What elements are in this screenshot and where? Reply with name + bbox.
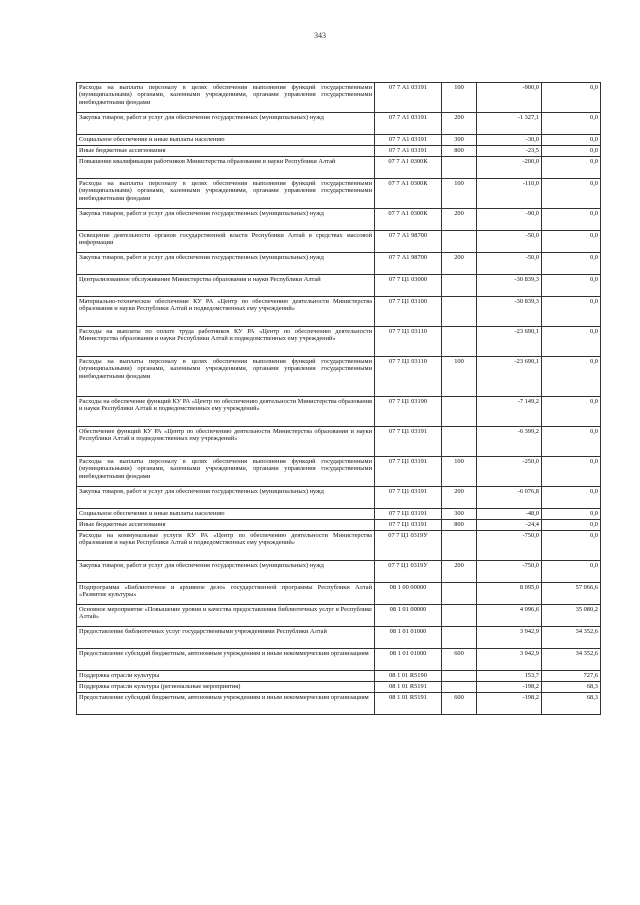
table-row	[77, 457, 601, 487]
row-type-cell: 600	[442, 693, 477, 715]
row-value-cell: 0,0	[542, 397, 601, 427]
row-code-cell: 08 1 00 00000	[375, 583, 442, 605]
row-name-cell: Закупка товаров, работ и услуг для обеспечения государственных (муниципальных) нужд	[77, 561, 375, 583]
row-value-cell: 0,0	[542, 135, 601, 146]
table-row	[77, 253, 601, 275]
row-value-cell: -198,2	[477, 682, 542, 693]
row-type-cell: 100	[442, 357, 477, 397]
row-value-cell: -1 327,1	[477, 113, 542, 135]
row-value-cell: -6 076,8	[477, 487, 542, 509]
row-name-cell: Расходы на выплаты персоналу в целях обеспечения выполнения функций государственными (муниципальными) органами, казенными учреждениями, органами управления государственными внебюджетными фондами	[77, 357, 375, 397]
row-value-cell: 0,0	[542, 231, 601, 253]
row-value-cell: 68,3	[542, 693, 601, 715]
table-row	[77, 605, 601, 627]
row-value-cell: 0,0	[542, 83, 601, 113]
row-code-cell: 07 7 Ц1 03191	[375, 520, 442, 531]
row-value-cell: 0,0	[542, 146, 601, 157]
row-value-cell: 0,0	[542, 561, 601, 583]
row-type-cell: 200	[442, 209, 477, 231]
table-row	[77, 561, 601, 583]
row-type-cell: 100	[442, 179, 477, 209]
row-type-cell: 800	[442, 520, 477, 531]
row-name-cell: Расходы на обеспечение функций КУ РА «Центр по обеспечению деятельности Министерства образования и науки Республики Алтай и подведомственных ему учреждений»	[77, 397, 375, 427]
table-row	[77, 583, 601, 605]
row-name-cell: Расходы на выплаты по оплате труда работников КУ РА «Центр по обеспечению деятельности Министерства образования и науки Республики Алтай и подведомственных ему учреждений»	[77, 327, 375, 357]
row-name-cell: Закупка товаров, работ и услуг для обеспечения государственных (муниципальных) нужд	[77, 209, 375, 231]
row-value-cell: -48,0	[477, 509, 542, 520]
row-code-cell: 07 7 Ц1 03190	[375, 397, 442, 427]
row-name-cell: Расходы на выплаты персоналу в целях обеспечения выполнения функций государственными (муниципальными) органами, казенными учреждениями, органами управления государственными внебюджетными фондами	[77, 457, 375, 487]
row-name-cell: Поддержка отрасли культуры (региональные мероприятия)	[77, 682, 375, 693]
row-code-cell: 07 7 Ц1 03110	[375, 327, 442, 357]
row-code-cell: 07 7 Ц1 03110	[375, 357, 442, 397]
table-row	[77, 135, 601, 146]
row-type-cell: 300	[442, 135, 477, 146]
row-name-cell: Иные бюджетные ассигнования	[77, 520, 375, 531]
row-code-cell: 08 1 01 R5190	[375, 671, 442, 682]
table-row	[77, 113, 601, 135]
row-type-cell	[442, 605, 477, 627]
page-number: 343	[314, 31, 326, 40]
row-value-cell: -23,5	[477, 146, 542, 157]
row-code-cell: 07 7 А1 98700	[375, 253, 442, 275]
row-type-cell	[442, 671, 477, 682]
row-value-cell: -750,0	[477, 531, 542, 561]
row-code-cell: 07 7 Ц1 0319У	[375, 531, 442, 561]
row-name-cell: Поддержка отрасли культуры	[77, 671, 375, 682]
row-code-cell: 07 7 А1 03191	[375, 135, 442, 146]
row-value-cell: 0,0	[542, 113, 601, 135]
row-value-cell: -198,2	[477, 693, 542, 715]
row-type-cell: 100	[442, 457, 477, 487]
row-code-cell: 07 7 А1 0300К	[375, 209, 442, 231]
row-value-cell: 0,0	[542, 487, 601, 509]
row-value-cell: 0,0	[542, 253, 601, 275]
table-row	[77, 157, 601, 179]
row-code-cell: 08 1 01 00000	[375, 605, 442, 627]
row-value-cell: -24,4	[477, 520, 542, 531]
row-value-cell: 0,0	[542, 357, 601, 397]
row-value-cell: 727,6	[542, 671, 601, 682]
row-value-cell: 0,0	[542, 427, 601, 457]
row-code-cell: 07 7 Ц1 03191	[375, 487, 442, 509]
row-value-cell: -50,0	[477, 231, 542, 253]
row-value-cell: -30 839,3	[477, 275, 542, 297]
row-value-cell: 3 942,9	[477, 649, 542, 671]
row-value-cell: -6 399,2	[477, 427, 542, 457]
row-type-cell	[442, 297, 477, 327]
row-value-cell: 4 096,6	[477, 605, 542, 627]
row-name-cell: Закупка товаров, работ и услуг для обеспечения государственных (муниципальных) нужд	[77, 253, 375, 275]
row-value-cell: 153,7	[477, 671, 542, 682]
row-value-cell: -30 839,3	[477, 297, 542, 327]
row-code-cell: 08 1 01 R5191	[375, 693, 442, 715]
row-value-cell: 0,0	[542, 327, 601, 357]
table-row	[77, 209, 601, 231]
table-row	[77, 520, 601, 531]
table-row	[77, 327, 601, 357]
table-row	[77, 649, 601, 671]
row-code-cell: 08 1 01 R5191	[375, 682, 442, 693]
row-type-cell: 600	[442, 649, 477, 671]
row-type-cell	[442, 583, 477, 605]
table-row	[77, 357, 601, 397]
row-value-cell: -110,0	[477, 179, 542, 209]
row-type-cell: 100	[442, 83, 477, 113]
row-value-cell: 35 080,2	[542, 605, 601, 627]
table-row	[77, 146, 601, 157]
table-row	[77, 671, 601, 682]
row-value-cell: 0,0	[542, 297, 601, 327]
table-row	[77, 693, 601, 715]
row-value-cell: -7 149,2	[477, 397, 542, 427]
row-code-cell: 07 7 А1 03191	[375, 113, 442, 135]
row-value-cell: 0,0	[542, 520, 601, 531]
row-code-cell: 08 1 01 01000	[375, 627, 442, 649]
row-name-cell: Расходы на коммунальные услуги КУ РА «Центр по обеспечению деятельности Министерства образования и науки Республики Алтай и подведомственных ему учреждений»	[77, 531, 375, 561]
row-value-cell: -900,0	[477, 83, 542, 113]
row-type-cell	[442, 627, 477, 649]
table-row	[77, 397, 601, 427]
table-row	[77, 83, 601, 113]
row-type-cell	[442, 427, 477, 457]
row-name-cell: Предоставление субсидий бюджетным, автономным учреждениям и иным некоммерческим организациям	[77, 693, 375, 715]
row-value-cell: -750,0	[477, 561, 542, 583]
row-name-cell: Подпрограмма «Библиотечное и архивное дело» государственной программы Республики Алтай «Развитие культуры»	[77, 583, 375, 605]
row-name-cell: Социальное обеспечение и иные выплаты населению	[77, 135, 375, 146]
table-row	[77, 297, 601, 327]
row-name-cell: Расходы на выплаты персоналу в целях обеспечения выполнения функций государственными (муниципальными) органами, казенными учреждениями, органами управления государственными внебюджетными фондами	[77, 179, 375, 209]
table-row	[77, 487, 601, 509]
row-value-cell: 0,0	[542, 531, 601, 561]
row-type-cell: 200	[442, 487, 477, 509]
row-type-cell	[442, 231, 477, 253]
row-type-cell	[442, 157, 477, 179]
row-type-cell: 200	[442, 253, 477, 275]
row-type-cell	[442, 531, 477, 561]
table-row	[77, 427, 601, 457]
row-code-cell: 07 7 Ц1 03000	[375, 275, 442, 297]
row-value-cell: 0,0	[542, 509, 601, 520]
row-value-cell: -50,0	[477, 253, 542, 275]
row-code-cell: 08 1 01 01000	[375, 649, 442, 671]
table-row	[77, 231, 601, 253]
row-value-cell: 0,0	[542, 457, 601, 487]
row-value-cell: -23 690,1	[477, 357, 542, 397]
row-value-cell: 0,0	[542, 275, 601, 297]
row-value-cell: 34 352,6	[542, 627, 601, 649]
row-value-cell: 0,0	[542, 179, 601, 209]
row-code-cell: 07 7 А1 0300К	[375, 179, 442, 209]
row-value-cell: -200,0	[477, 157, 542, 179]
row-type-cell: 200	[442, 113, 477, 135]
row-name-cell: Социальное обеспечение и иные выплаты населению	[77, 509, 375, 520]
row-code-cell: 07 7 Ц1 03100	[375, 297, 442, 327]
row-value-cell: 68,3	[542, 682, 601, 693]
table-row	[77, 509, 601, 520]
row-code-cell: 07 7 А1 0300К	[375, 157, 442, 179]
row-name-cell: Предоставление библиотечных услуг государственными учреждениями Республики Алтай	[77, 627, 375, 649]
row-value-cell: -250,0	[477, 457, 542, 487]
row-type-cell	[442, 682, 477, 693]
row-type-cell: 800	[442, 146, 477, 157]
row-type-cell	[442, 327, 477, 357]
row-name-cell: Предоставление субсидий бюджетным, автономным учреждениям и иным некоммерческим организациям	[77, 649, 375, 671]
row-code-cell: 07 7 А1 03191	[375, 83, 442, 113]
row-code-cell: 07 7 А1 03191	[375, 146, 442, 157]
row-value-cell: 34 352,6	[542, 649, 601, 671]
row-name-cell: Обеспечение функций КУ РА «Центр по обеспечению деятельности Министерства образования и науки Республики Алтай и подведомственных ему учреждений»	[77, 427, 375, 457]
row-type-cell: 300	[442, 509, 477, 520]
table-row	[77, 531, 601, 561]
row-name-cell: Закупка товаров, работ и услуг для обеспечения государственных (муниципальных) нужд	[77, 487, 375, 509]
row-type-cell: 200	[442, 561, 477, 583]
row-value-cell: 8 095,0	[477, 583, 542, 605]
row-value-cell: -23 690,1	[477, 327, 542, 357]
row-name-cell: Закупка товаров, работ и услуг для обеспечения государственных (муниципальных) нужд	[77, 113, 375, 135]
row-value-cell: 3 942,9	[477, 627, 542, 649]
row-value-cell: 0,0	[542, 209, 601, 231]
row-name-cell: Повышение квалификации работников Министерства образования и науки Республики Алтай	[77, 157, 375, 179]
row-value-cell: -90,0	[477, 209, 542, 231]
row-value-cell: 57 066,6	[542, 583, 601, 605]
row-name-cell: Централизованное обслуживание Министерства образования и науки Республики Алтай	[77, 275, 375, 297]
row-type-cell	[442, 275, 477, 297]
budget-table	[76, 82, 601, 715]
table-row	[77, 275, 601, 297]
row-name-cell: Материально-техническое обеспечение КУ РА «Центр по обеспечению деятельности Министерства образования и науки Республики Алтай и подведомственных ему учреждений»	[77, 297, 375, 327]
row-code-cell: 07 7 Ц1 03191	[375, 509, 442, 520]
row-name-cell: Освещение деятельности органов государственной власти Республики Алтай в средствах массовой информации	[77, 231, 375, 253]
table-row	[77, 682, 601, 693]
row-code-cell: 07 7 Ц1 03191	[375, 457, 442, 487]
row-code-cell: 07 7 А1 98700	[375, 231, 442, 253]
row-type-cell	[442, 397, 477, 427]
budget-table-body	[77, 83, 601, 715]
row-value-cell: -30,0	[477, 135, 542, 146]
row-value-cell: 0,0	[542, 157, 601, 179]
row-code-cell: 07 7 Ц1 03191	[375, 427, 442, 457]
row-name-cell: Расходы на выплаты персоналу в целях обеспечения выполнения функций государственными (муниципальными) органами, казенными учреждениями, органами управления государственными внебюджетными фондами	[77, 83, 375, 113]
table-row	[77, 627, 601, 649]
row-name-cell: Основное мероприятие «Повышение уровня и качества предоставления библиотечных услуг в Республике Алтай»	[77, 605, 375, 627]
table-row	[77, 179, 601, 209]
row-code-cell: 07 7 Ц1 0319У	[375, 561, 442, 583]
row-name-cell: Иные бюджетные ассигнования	[77, 146, 375, 157]
